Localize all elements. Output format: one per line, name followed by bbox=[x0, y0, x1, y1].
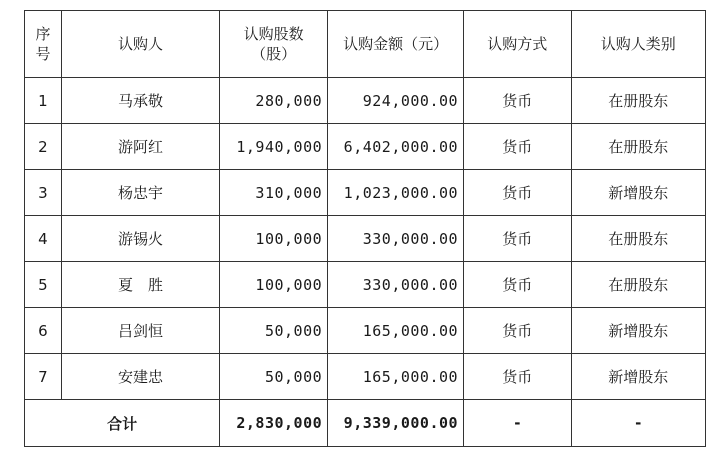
total-row bbox=[25, 400, 706, 447]
header-seq: 序 号 bbox=[25, 11, 62, 78]
cell-seq: 1 bbox=[25, 78, 62, 124]
cell-name: 夏 胜 bbox=[61, 262, 219, 308]
header-shares: 认购股数 （股） bbox=[220, 11, 328, 78]
cell-amount: 6,402,000.00 bbox=[328, 124, 464, 170]
cell-type: 新增股东 bbox=[571, 308, 705, 354]
cell-amount: 165,000.00 bbox=[328, 308, 464, 354]
cell-amount: 1,023,000.00 bbox=[328, 170, 464, 216]
cell-method: 货币 bbox=[464, 78, 572, 124]
cell-method: 货币 bbox=[464, 216, 572, 262]
total-label: 合计 bbox=[25, 400, 220, 447]
cell-name: 吕剑恒 bbox=[61, 308, 219, 354]
header-method: 认购方式 bbox=[464, 11, 572, 78]
cell-type: 新增股东 bbox=[571, 170, 705, 216]
cell-shares: 280,000 bbox=[220, 78, 328, 124]
cell-type: 在册股东 bbox=[571, 262, 705, 308]
cell-type: 在册股东 bbox=[571, 216, 705, 262]
total-type: - bbox=[571, 400, 705, 447]
cell-seq: 6 bbox=[25, 308, 62, 354]
cell-method: 货币 bbox=[464, 124, 572, 170]
cell-amount: 330,000.00 bbox=[328, 216, 464, 262]
header-row bbox=[25, 11, 706, 78]
cell-amount: 924,000.00 bbox=[328, 78, 464, 124]
cell-shares: 50,000 bbox=[220, 308, 328, 354]
cell-name: 杨忠宇 bbox=[61, 170, 219, 216]
cell-method: 货币 bbox=[464, 170, 572, 216]
cell-shares: 1,940,000 bbox=[220, 124, 328, 170]
header-amount: 认购金额（元） bbox=[328, 11, 464, 78]
cell-method: 货币 bbox=[464, 354, 572, 400]
header-subscriber: 认购人 bbox=[61, 11, 219, 78]
cell-seq: 4 bbox=[25, 216, 62, 262]
table-row bbox=[25, 216, 706, 262]
cell-seq: 2 bbox=[25, 124, 62, 170]
cell-shares: 310,000 bbox=[220, 170, 328, 216]
total-shares: 2,830,000 bbox=[220, 400, 328, 447]
table-row bbox=[25, 308, 706, 354]
cell-shares: 100,000 bbox=[220, 216, 328, 262]
total-method: - bbox=[464, 400, 572, 447]
cell-shares: 100,000 bbox=[220, 262, 328, 308]
table-row bbox=[25, 354, 706, 400]
cell-name: 游锡火 bbox=[61, 216, 219, 262]
table-row bbox=[25, 124, 706, 170]
subscription-table bbox=[24, 10, 706, 447]
header-subscriber-type: 认购人类别 bbox=[571, 11, 705, 78]
table-row bbox=[25, 170, 706, 216]
cell-method: 货币 bbox=[464, 308, 572, 354]
cell-shares: 50,000 bbox=[220, 354, 328, 400]
cell-type: 在册股东 bbox=[571, 124, 705, 170]
cell-type: 在册股东 bbox=[571, 78, 705, 124]
table-row bbox=[25, 78, 706, 124]
cell-amount: 165,000.00 bbox=[328, 354, 464, 400]
cell-type: 新增股东 bbox=[571, 354, 705, 400]
cell-name: 游阿红 bbox=[61, 124, 219, 170]
cell-name: 安建忠 bbox=[61, 354, 219, 400]
total-amount: 9,339,000.00 bbox=[328, 400, 464, 447]
cell-seq: 5 bbox=[25, 262, 62, 308]
cell-method: 货币 bbox=[464, 262, 572, 308]
cell-amount: 330,000.00 bbox=[328, 262, 464, 308]
table-row bbox=[25, 262, 706, 308]
cell-seq: 7 bbox=[25, 354, 62, 400]
cell-name: 马承敬 bbox=[61, 78, 219, 124]
cell-seq: 3 bbox=[25, 170, 62, 216]
